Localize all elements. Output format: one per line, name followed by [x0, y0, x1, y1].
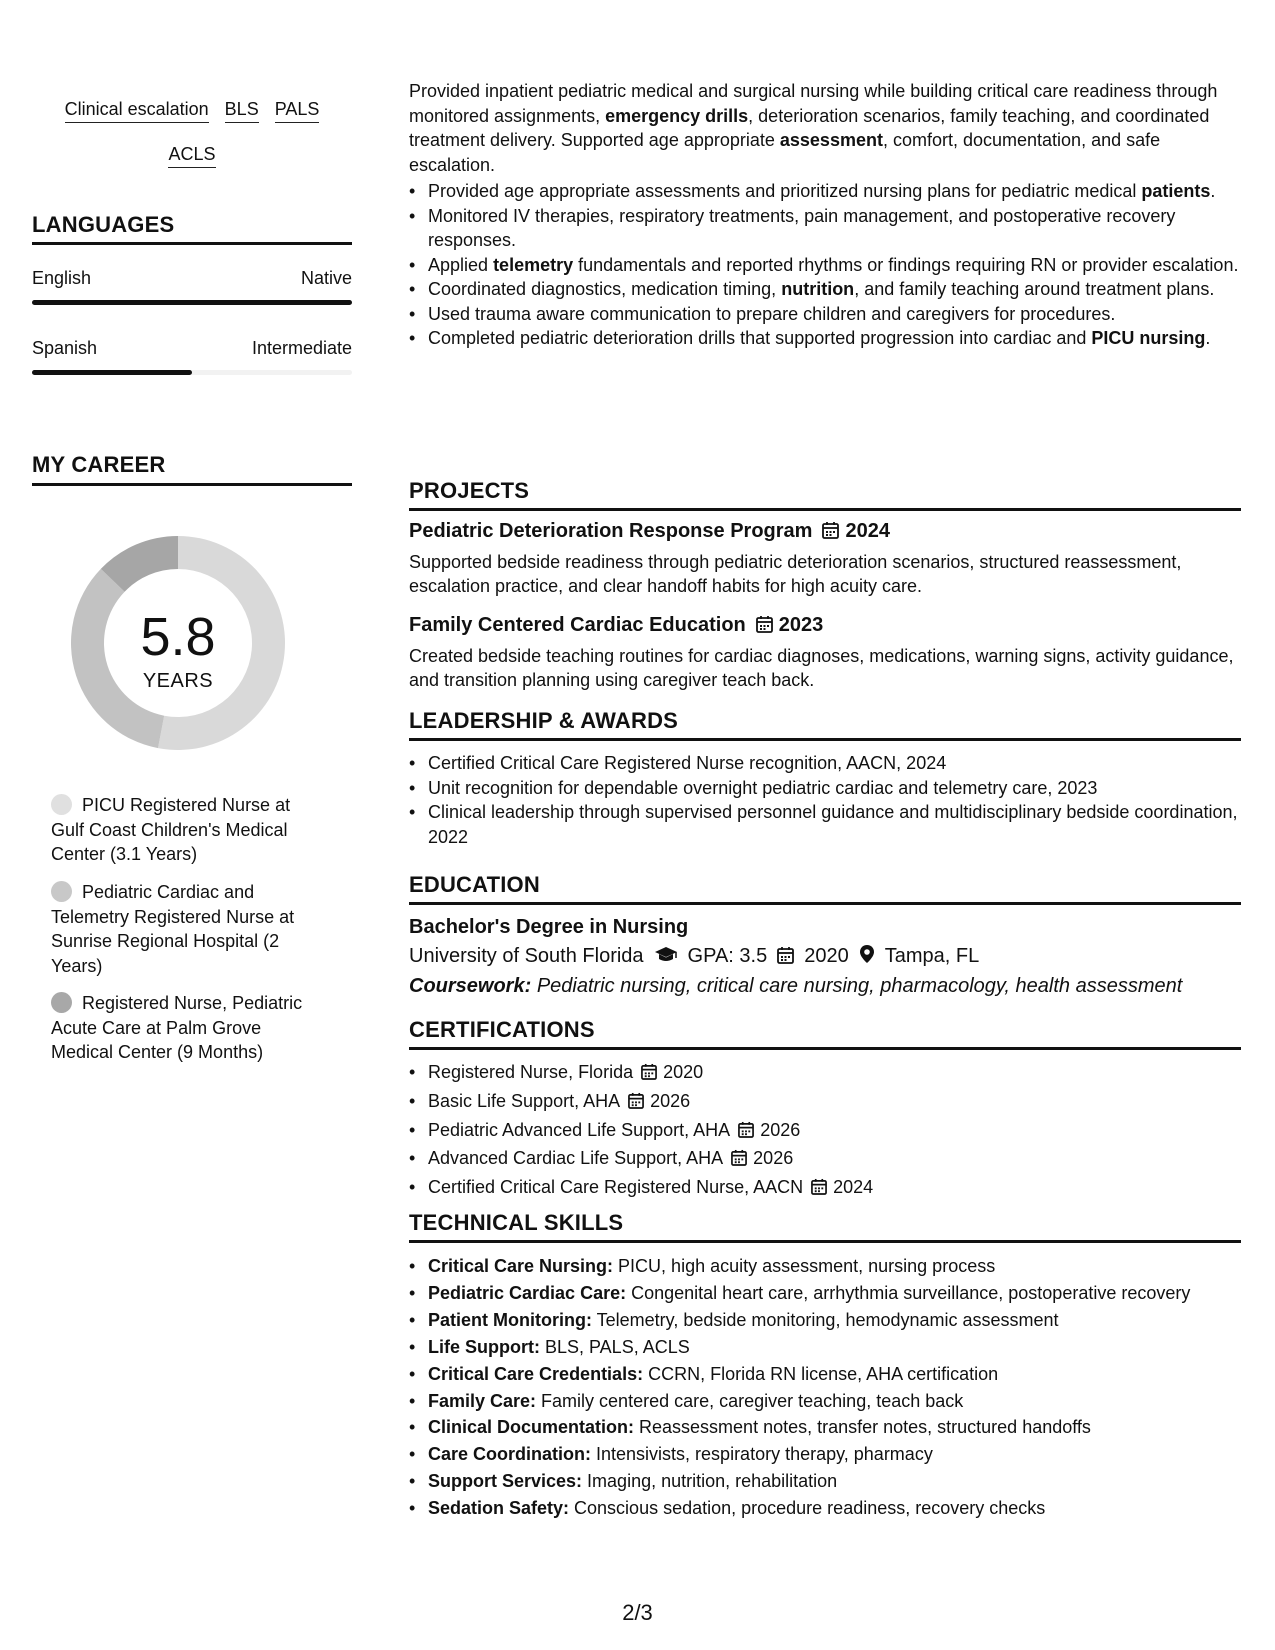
- certification-item: [409, 1174, 1241, 1203]
- leadership-title: LEADERSHIP & AWARDS: [409, 708, 679, 733]
- project-heading: [409, 613, 1241, 640]
- bold-keyword: patients: [1141, 181, 1211, 201]
- certifications-rule: [409, 1047, 1241, 1050]
- projects-title: PROJECTS: [409, 478, 530, 503]
- certification-name: Certified Critical Care Registered Nurse, AACN: [428, 1177, 804, 1198]
- education-year: 2020: [804, 945, 849, 967]
- education-gpa: GPA: 3.5: [687, 945, 768, 967]
- text-run: Applied: [428, 254, 494, 275]
- education-meta: [409, 944, 1241, 971]
- graduation-cap-icon: [654, 946, 678, 971]
- calendar-icon: [811, 1176, 827, 1203]
- skill-label: Critical Care Credentials:: [428, 1363, 644, 1384]
- skill-label: Care Coordination:: [428, 1444, 592, 1465]
- text-run: fundamentals and reported rhythms or findings requiring RN or provider escalation.: [573, 254, 1239, 275]
- text-run: , deterioration scenarios, family teaching, and coordinated treatment delivery. Supported age appropriate: [409, 105, 1210, 150]
- experience-summary: [409, 79, 1241, 177]
- calendar-icon: [777, 946, 794, 971]
- tag-acls: ACLS: [168, 143, 215, 168]
- skill-value: BLS, PALS, ACLS: [539, 1336, 690, 1357]
- career-rule: [32, 483, 352, 486]
- leadership-item: • Unit recognition for dependable overnight pediatric cardiac and telemetry care, 2023: [409, 776, 1241, 801]
- skill-label: Critical Care Nursing:: [428, 1256, 614, 1276]
- career-item: [51, 793, 316, 867]
- coursework-label: Coursework:: [409, 975, 532, 997]
- language-bar-spanish: [32, 370, 352, 375]
- experience-bullet: [409, 277, 1241, 302]
- certifications-list: [409, 1059, 1241, 1203]
- experience-block: [409, 79, 1241, 351]
- leadership-list: [409, 751, 1241, 849]
- career-item-text: PICU Registered Nurse at Gulf Coast Children's Medical Center (3.1 Years): [51, 795, 291, 864]
- languages-rule: [32, 242, 352, 245]
- tag-clinical-escalation: Clinical escalation: [65, 98, 209, 123]
- skill-value: Congenital heart care, arrhythmia surveillance, postoperative recovery: [626, 1282, 1191, 1303]
- skill-item: [409, 1361, 1241, 1388]
- career-item: [51, 991, 316, 1065]
- text-run: Coordinated diagnostics, medication timing,: [428, 279, 782, 299]
- experience-bullet: [409, 302, 1241, 327]
- text-run: .: [1205, 328, 1211, 348]
- certification-name: Advanced Cardiac Life Support, AHA: [428, 1148, 724, 1169]
- language-bar-fill: [32, 370, 192, 375]
- tag-bls: BLS: [225, 98, 259, 123]
- experience-bullet: [409, 204, 1241, 253]
- project-description: Supported bedside readiness through pediatric deterioration scenarios, structured reassessment, escalation practice, and clear handoff habits for high acuity care.: [409, 551, 1182, 596]
- calendar-icon: [641, 1061, 657, 1088]
- bold-keyword: PICU nursing: [1091, 328, 1206, 348]
- education-coursework: [409, 974, 1241, 999]
- coursework-text: Pediatric nursing, critical care nursing, pharmacology, health assessment: [536, 975, 1183, 997]
- skill-value: Conscious sedation, procedure readiness, recovery checks: [569, 1498, 1046, 1519]
- project-item: [409, 519, 1241, 599]
- experience-bullet: [409, 253, 1241, 278]
- skill-item: [409, 1495, 1241, 1522]
- education-rule: [409, 902, 1241, 905]
- education-location: Tampa, FL: [884, 945, 980, 967]
- bold-keyword: assessment: [779, 130, 883, 150]
- calendar-icon: [731, 1147, 747, 1174]
- certification-name: Registered Nurse, Florida: [428, 1062, 634, 1082]
- calendar-icon: [738, 1119, 754, 1146]
- skill-item: [409, 1253, 1241, 1280]
- skill-value: Reassessment notes, transfer notes, structured handoffs: [634, 1417, 1091, 1438]
- skill-item: [409, 1334, 1241, 1361]
- text-run: Monitored IV therapies, respiratory treatments, pain management, and postoperative recovery responses.: [428, 205, 1176, 250]
- experience-bullet: [409, 179, 1241, 204]
- bold-keyword: nutrition: [781, 279, 855, 299]
- project-year: 2024: [845, 520, 890, 542]
- skills-list: [409, 1253, 1241, 1522]
- tag-pals: PALS: [275, 98, 320, 123]
- career-donut-chart: [65, 530, 291, 756]
- skill-tags: [32, 88, 352, 178]
- project-name: Pediatric Deterioration Response Program: [409, 520, 813, 542]
- project-date: [822, 520, 890, 542]
- certification-year: 2020: [663, 1062, 704, 1082]
- skill-value: Intensivists, respiratory therapy, pharmacy: [591, 1444, 933, 1465]
- language-level: Native: [300, 268, 352, 288]
- certification-item: [409, 1088, 1241, 1117]
- project-description: Created bedside teaching routines for cardiac diagnoses, medications, warning signs, activity guidance, and transition planning using caregiver teach back.: [409, 645, 1234, 690]
- education-degree: Bachelor's Degree in Nursing: [409, 916, 689, 938]
- skill-value: PICU, high acuity assessment, nursing process: [613, 1256, 996, 1276]
- text-run: Provided inpatient pediatric medical and surgical nursing while building critical care readiness through monitored assignments,: [409, 81, 1218, 126]
- skill-item: [409, 1468, 1241, 1495]
- certification-name: Basic Life Support, AHA: [428, 1090, 621, 1111]
- bold-keyword: telemetry: [493, 254, 574, 275]
- calendar-icon: [822, 521, 839, 546]
- career-item: [51, 880, 316, 978]
- legend-dot: [51, 992, 72, 1013]
- projects-rule: [409, 508, 1241, 511]
- skill-label: Family Care:: [428, 1390, 537, 1411]
- text-run: Completed pediatric deterioration drills that supported progression into cardiac and: [428, 328, 1092, 348]
- text-run: , and family teaching around treatment plans.: [854, 279, 1215, 299]
- skill-value: CCRN, Florida RN license, AHA certification: [643, 1363, 999, 1384]
- skill-label: Pediatric Cardiac Care:: [428, 1282, 627, 1303]
- language-name: Spanish: [32, 338, 98, 358]
- skill-item: [409, 1307, 1241, 1334]
- language-bar-fill: [32, 300, 352, 305]
- experience-bullet: [409, 326, 1241, 351]
- skill-item: [409, 1280, 1241, 1307]
- skill-item: [409, 1414, 1241, 1441]
- skills-title: TECHNICAL SKILLS: [409, 1210, 624, 1235]
- text-run: , comfort, documentation, and safe escalation.: [409, 130, 1161, 175]
- leadership-item: • Clinical leadership through supervised personnel guidance and multidisciplinary bedside coordination, 2022: [409, 800, 1241, 849]
- career-total-years: 5.8: [140, 607, 216, 667]
- certification-year: 2026: [760, 1119, 801, 1140]
- leadership-rule: [409, 738, 1241, 741]
- project-item: [409, 613, 1241, 693]
- page-number: 2/3: [622, 1600, 653, 1625]
- languages-title: LANGUAGES: [32, 212, 175, 237]
- calendar-icon: [628, 1090, 644, 1117]
- skill-label: Sedation Safety:: [428, 1498, 570, 1519]
- skill-value: Imaging, nutrition, rehabilitation: [582, 1471, 838, 1492]
- legend-dot: [51, 794, 72, 815]
- text-run: .: [1210, 181, 1216, 201]
- text-run: Used trauma aware communication to prepare children and caregivers for procedures.: [428, 303, 1116, 324]
- language-name: English: [32, 268, 92, 288]
- skill-item: [409, 1388, 1241, 1415]
- project-date: [756, 614, 824, 636]
- skill-label: Clinical Documentation:: [428, 1417, 635, 1438]
- calendar-icon: [756, 615, 773, 640]
- project-name: Family Centered Cardiac Education: [409, 614, 746, 636]
- certification-item: [409, 1117, 1241, 1146]
- certification-year: 2026: [753, 1148, 794, 1169]
- experience-bullets: [409, 179, 1241, 351]
- education-school: University of South Florida: [409, 945, 644, 967]
- education-title: EDUCATION: [409, 872, 540, 897]
- language-bar-english: [32, 300, 352, 305]
- skill-value: Family centered care, caregiver teaching, teach back: [536, 1390, 964, 1411]
- skill-label: Support Services:: [428, 1471, 583, 1492]
- skill-label: Patient Monitoring:: [428, 1309, 592, 1330]
- bold-keyword: emergency drills: [605, 105, 749, 126]
- career-title: MY CAREER: [32, 452, 166, 477]
- text-run: Provided age appropriate assessments and prioritized nursing plans for pediatric medical: [428, 181, 1142, 201]
- location-pin-icon: [859, 944, 875, 971]
- certification-item: [409, 1145, 1241, 1174]
- career-total-unit: YEARS: [142, 670, 214, 692]
- leadership-item: • Certified Critical Care Registered Nurse recognition, AACN, 2024: [409, 751, 1241, 776]
- career-item-text: Registered Nurse, Pediatric Acute Care at Palm Grove Medical Center (9 Months): [51, 993, 303, 1062]
- certification-year: 2026: [650, 1090, 691, 1111]
- skills-rule: [409, 1240, 1241, 1243]
- skill-item: [409, 1441, 1241, 1468]
- language-level: Intermediate: [251, 338, 352, 358]
- certification-year: 2024: [833, 1177, 874, 1198]
- legend-dot: [51, 881, 72, 902]
- skill-label: Life Support:: [428, 1336, 540, 1357]
- certifications-title: CERTIFICATIONS: [409, 1017, 595, 1042]
- project-year: 2023: [778, 614, 824, 636]
- project-heading: [409, 519, 1241, 546]
- skill-value: Telemetry, bedside monitoring, hemodynamic assessment: [591, 1309, 1059, 1330]
- career-item-text: Pediatric Cardiac and Telemetry Registered Nurse at Sunrise Regional Hospital (2 Years): [51, 882, 295, 976]
- certification-name: Pediatric Advanced Life Support, AHA: [428, 1119, 731, 1140]
- certification-item: [409, 1059, 1241, 1088]
